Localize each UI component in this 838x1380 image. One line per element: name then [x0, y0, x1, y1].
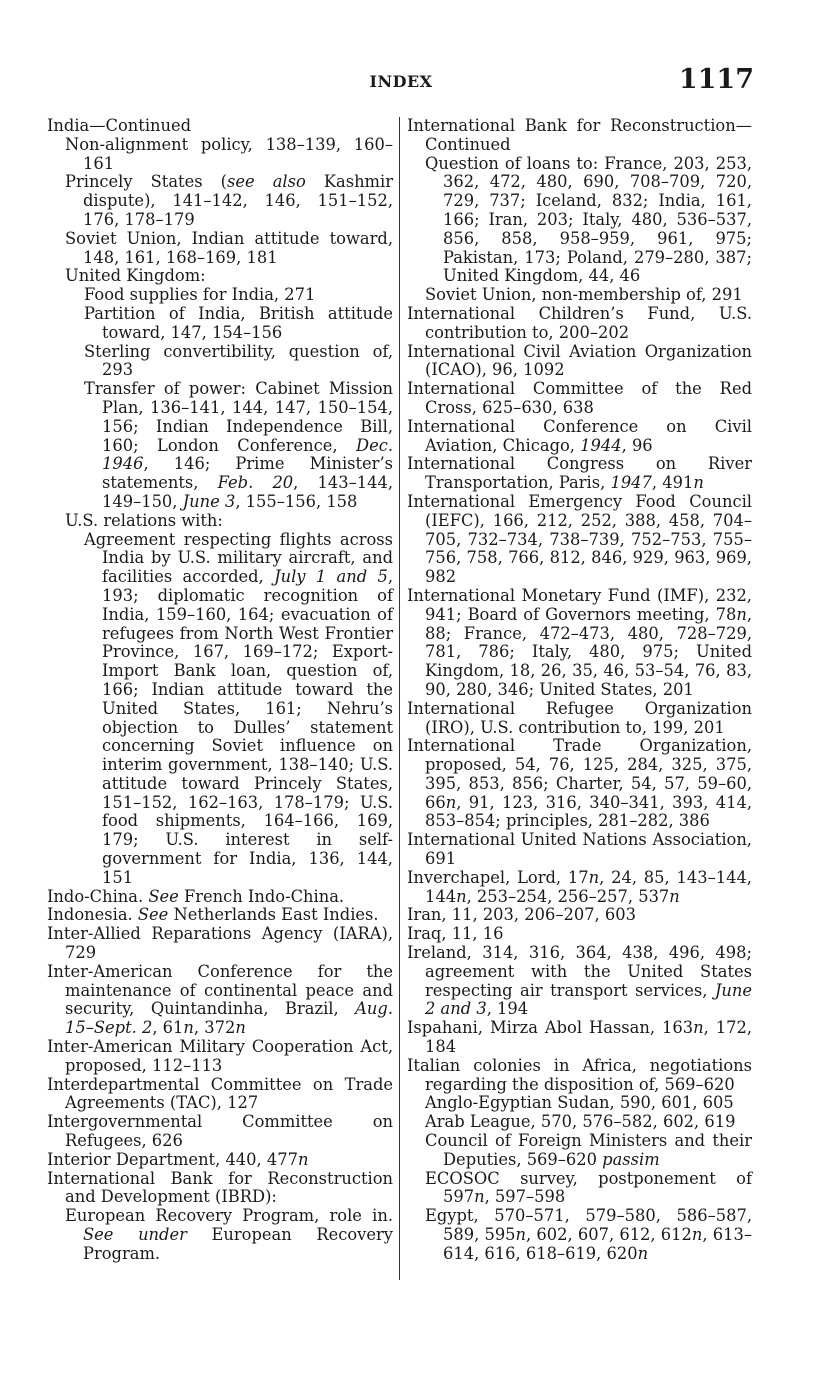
index-entry: Council of Foreign Ministers and their Deputies, 569–620 passim [425, 1131, 752, 1169]
index-entry: Indo-China. See French Indo-China. [47, 886, 345, 906]
column-divider [399, 117, 400, 1280]
index-entry: Italian colonies in Africa, negotiations regarding the disposition of, 569–620 [407, 1055, 752, 1094]
index-column-left [47, 117, 393, 1264]
index-entry: International Children’s Fund, U.S. contribution to, 200–202 [407, 303, 752, 342]
index-entry: Agreement respecting flights across India by U.S. military aircraft, and facilities accorded, July 1 and 5, 193; diplomatic recognition of India, 159–160, 164; evacuation of refugees from North West Frontier Province, 167, 169–172; Export-Import Bank loan, question of, 166; Indian attitude toward the United States, 161; Nehru’s objection to Dulles’ statement concerning Soviet influence on interim government, 138–140; U.S. attitude toward Princely States, 151–152, 162–163, 178–179; U.S. food shipments, 164–166, 169, 179; U.S. interest in self-government for India, 136, 144, 151 [84, 529, 393, 887]
index-entry: International Refugee Organization (IRO), U.S. contribution to, 199, 201 [407, 698, 752, 737]
page-header [48, 64, 754, 98]
index-entry: International Emergency Food Council (IEFC), 166, 212, 252, 388, 458, 704–705, 732–734, 738–739, 752–753, 755–756, 758, 766, 812, 846, 929, 963, 969, 982 [407, 491, 752, 587]
index-entry: Sterling convertibility, question of, 293 [84, 341, 393, 380]
index-entry: U.S. relations with: [65, 510, 223, 530]
index-entry: Non-alignment policy, 138–139, 160–161 [65, 134, 393, 173]
index-entry: Inter-American Conference for the maintenance of continental peace and security, Quintandinha, Brazil, Aug. 15–Sept. 2, 61n, 372n [47, 961, 393, 1038]
index-entry: Interior Department, 440, 477n [47, 1149, 309, 1169]
index-entry: International Bank for Reconstruction and Development (IBRD): [47, 1168, 393, 1207]
index-entry: Soviet Union, Indian attitude toward, 148, 161, 168–169, 181 [65, 228, 393, 267]
index-entry: United Kingdom: [65, 266, 206, 286]
index-entry: Arab League, 570, 576–582, 602, 619 [425, 1112, 736, 1132]
index-entry: International Civil Aviation Organization (ICAO), 96, 1092 [407, 341, 752, 380]
index-entry: Intergovernmental Committee on Refugees, 626 [47, 1112, 393, 1151]
index-entry: Interdepartmental Committee on Trade Agreements (TAC), 127 [47, 1074, 393, 1113]
index-entry: Iran, 11, 203, 206–207, 603 [407, 905, 636, 925]
index-entry: Soviet Union, non-membership of, 291 [425, 285, 743, 305]
index-entry: International Trade Organization, proposed, 54, 76, 125, 284, 325, 375, 395, 853, 856; Charter, 54, 57, 59–60, 66n, 91, 123, 316, 340–341, 393, 414, 853–854; principles, 281–282, 386 [407, 736, 752, 831]
index-entry: International Committee of the Red Cross, 625–630, 638 [407, 379, 752, 417]
index-entry: Indonesia. See Netherlands East Indies. [47, 905, 379, 925]
index-column-right [407, 117, 752, 1264]
index-entry: Inter-Allied Reparations Agency (IARA), 729 [47, 924, 393, 963]
index-entry: European Recovery Program, role in. See under European Recovery Program. [65, 1206, 393, 1263]
index-entry: International Bank for Reconstruction—Continued [407, 116, 752, 154]
page-number: 1117 [678, 64, 754, 95]
index-entry: Partition of India, British attitude toward, 147, 154–156 [84, 303, 393, 342]
index-entry: Ireland, 314, 316, 364, 438, 496, 498; agreement with the United States respecting air transport services, June 2 and 3, 194 [407, 943, 752, 1019]
index-entry: Anglo-Egyptian Sudan, 590, 601, 605 [425, 1093, 734, 1113]
index-entry: International Congress on River Transportation, Paris, 1947, 491n [407, 454, 752, 493]
index-entry: International Conference on Civil Aviation, Chicago, 1944, 96 [407, 416, 752, 455]
index-entry: Ispahani, Mirza Abol Hassan, 163n, 172, 184 [407, 1018, 752, 1057]
index-entry: Transfer of power: Cabinet Mission Plan, 136–141, 144, 147, 150–154, 156; Indian Independence Bill, 160; London Conference, Dec. 1946, 146; Prime Minister’s statements, Feb. 20, 143–144, 149–150, June 3, 155–156, 158 [84, 379, 393, 511]
index-entry: Question of loans to: France, 203, 253, 362, 472, 480, 690, 708–709, 720, 729, 737; Iceland, 832; India, 161, 166; Iran, 203; Italy, 480, 536–537, 856, 858, 958–959, 961, 975; Pakistan, 173; Poland, 279–280, 387; United Kingdom, 44, 46 [425, 153, 752, 286]
index-entry: India—Continued [47, 116, 192, 135]
index-entry: Inter-American Military Cooperation Act, proposed, 112–113 [47, 1037, 393, 1075]
index-entry: International Monetary Fund (IMF), 232, 941; Board of Governors meeting, 78n, 88; France, 472–473, 480, 728–729, 781, 786; Italy, 480, 975; United Kingdom, 18, 26, 35, 46, 53–54, 76, 83, 90, 280, 346; United States, 201 [407, 585, 752, 699]
index-entry: ECOSOC survey, postponement of 597n, 597–598 [425, 1168, 752, 1207]
index-entry: International United Nations Association, 691 [407, 830, 752, 869]
index-entry: Iraq, 11, 16 [407, 924, 504, 944]
index-entry: Egypt, 570–571, 579–580, 586–587, 589, 595n, 602, 607, 612, 612n, 613–614, 616, 618–619, 620n [425, 1206, 752, 1263]
index-entry: Princely States (see also Kashmir dispute), 141–142, 146, 151–152, 176, 178–179 [65, 172, 393, 229]
running-title: INDEX [369, 72, 433, 91]
index-entry: Food supplies for India, 271 [84, 285, 316, 305]
index-entry: Inverchapel, Lord, 17n, 24, 85, 143–144, 144n, 253–254, 256–257, 537n [407, 867, 752, 906]
